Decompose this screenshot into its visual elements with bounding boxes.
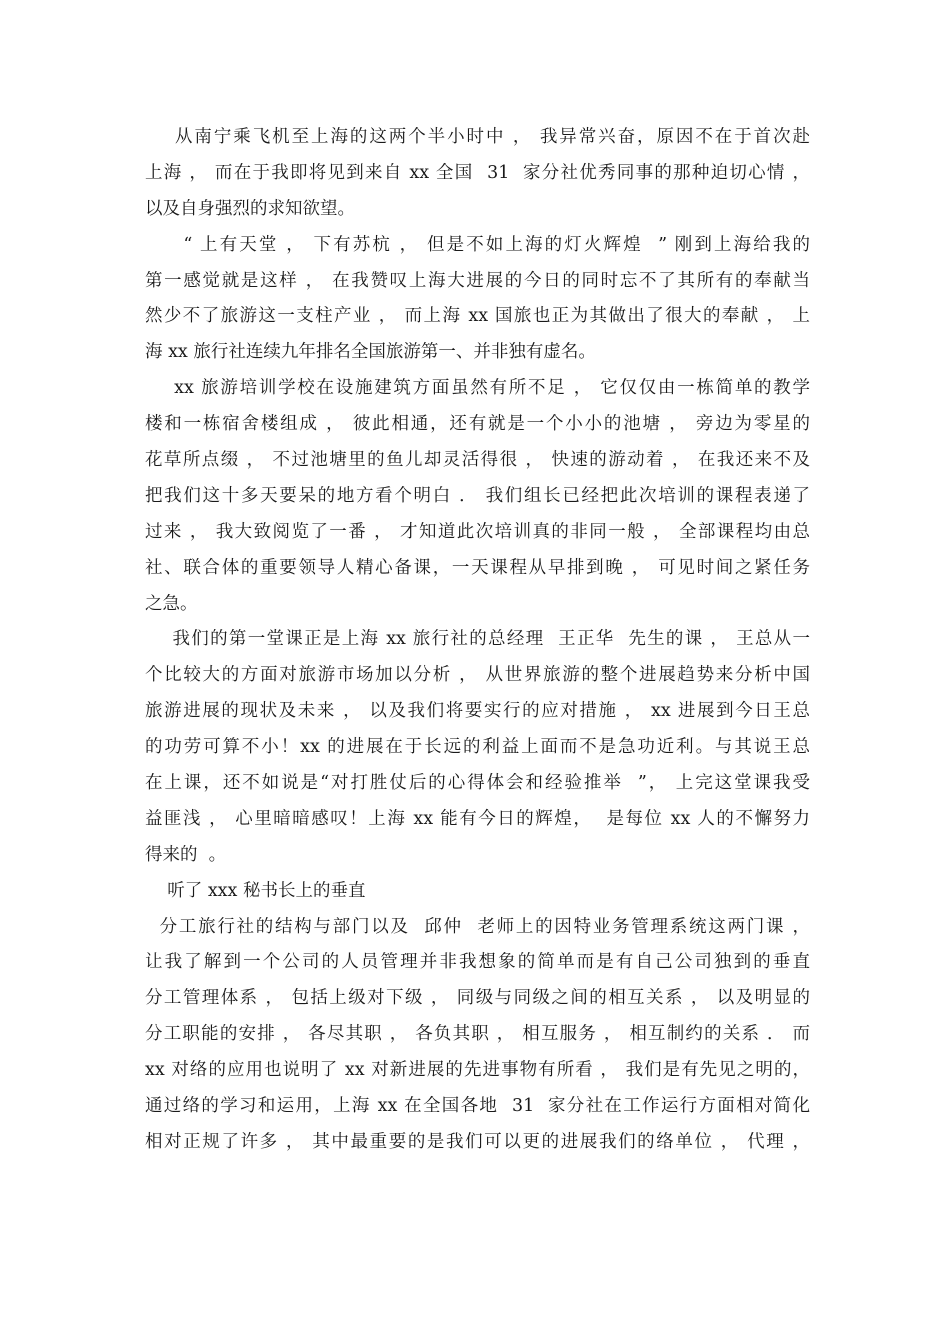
text-line: 社、联合体的重要领导人精心备课，一天课程从早排到晚 ， 可见时间之紧任务 bbox=[145, 557, 810, 578]
text-line: 从南宁乘飞机至上海的这两个半小时中 ， 我异常兴奋，原因不在于首次赴 bbox=[145, 127, 810, 147]
text-line: 把我们这十多天要呆的地方看个明白 ． 我们组长已经把此次培训的课程表递了 bbox=[145, 485, 810, 506]
text-line: 以及自身强烈的求知欲望。 bbox=[145, 198, 355, 219]
text-line: 旅游进展的现状及未来 ， 以及我们将要实行的应对措施 ， xx 进展到今日王总 bbox=[145, 701, 810, 722]
text-line: 花草所点缀 ， 不过池塘里的鱼儿却灵活得很 ， 快速的游动着 ， 在我还来不及 bbox=[145, 450, 810, 471]
text-line: 分工管理体系 ， 包括上级对下级 ， 同级与同级之间的相互关系 ， 以及明显的 bbox=[145, 988, 810, 1009]
text-line: 海 xx 旅行社连续九年排名全国旅游第一、并非独有虚名。 bbox=[145, 342, 596, 363]
text-line: xx 对络的应用也说明了 xx 对新进展的先进事物有所看 ， 我们是有先见之明的， bbox=[145, 1060, 810, 1081]
text-line: 在上课，还不如说是“对打胜仗后的心得体会和经验推举 ”， 上完这堂课我受 bbox=[145, 773, 810, 794]
document-body bbox=[145, 120, 810, 1161]
text-line: 相对正规了许多 ， 其中最重要的是我们可以更的进展我们的络单位 ， 代理 ， bbox=[145, 1131, 810, 1152]
text-line: 个比较大的方面对旅游市场加以分析 ， 从世界旅游的整个进展趋势来分析中国 bbox=[145, 665, 810, 686]
text-line: 听了 xxx 秘书长上的垂直 bbox=[145, 880, 366, 901]
text-line: 楼和一栋宿舍楼组成 ， 彼此相通，还有就是一个小小的池塘 ， 旁边为零星的 bbox=[145, 414, 810, 435]
text-line: 让我了解到一个公司的人员管理并非我想象的简单而是有自己公司独到的垂直 bbox=[145, 952, 810, 973]
text-line: “ 上有天堂 ， 下有苏杭 ， 但是不如上海的灯火辉煌 ” 刚到上海给我的 bbox=[145, 234, 810, 255]
text-line: 得来的 。 bbox=[145, 844, 227, 865]
text-line: 上海 ， 而在于我即将见到来自 xx 全国 31 家分社优秀同事的那种迫切心情 ， bbox=[145, 162, 810, 183]
text-line: 的功劳可算不小！xx 的进展在于长远的利益上面而不是急功近利。与其说王总 bbox=[145, 737, 810, 758]
text-line: 益匪浅 ， 心里暗暗感叹！上海 xx 能有今日的辉煌， 是每位 xx 人的不懈努力 bbox=[145, 808, 810, 829]
text-line: 之急。 bbox=[145, 593, 198, 614]
text-line: 然少不了旅游这一支柱产业 ， 而上海 xx 国旅也正为其做出了很大的奉献 ， 上 bbox=[145, 306, 810, 327]
text-line: 分工职能的安排 ， 各尽其职 ， 各负其职 ， 相互服务 ， 相互制约的关系 ． 而 bbox=[145, 1024, 810, 1045]
text-line: 通过络的学习和运用，上海 xx 在全国各地 31 家分社在工作运行方面相对简化 bbox=[145, 1096, 810, 1117]
text-line: xx 旅游培训学校在设施建筑方面虽然有所不足 ， 它仅仅由一栋简单的教学 bbox=[145, 378, 810, 399]
text-line: 分工旅行社的结构与部门以及 邱仲 老师上的因特业务管理系统这两门课 ， bbox=[145, 916, 810, 937]
text-line: 我们的第一堂课正是上海 xx 旅行社的总经理 王正华 先生的课 ， 王总从一 bbox=[145, 629, 810, 650]
text-line: 第一感觉就是这样 ， 在我赞叹上海大进展的今日的同时忘不了其所有的奉献当 bbox=[145, 270, 810, 291]
text-line: 过来 ， 我大致阅览了一番 ， 才知道此次培训真的非同一般 ， 全部课程均由总 bbox=[145, 521, 810, 542]
